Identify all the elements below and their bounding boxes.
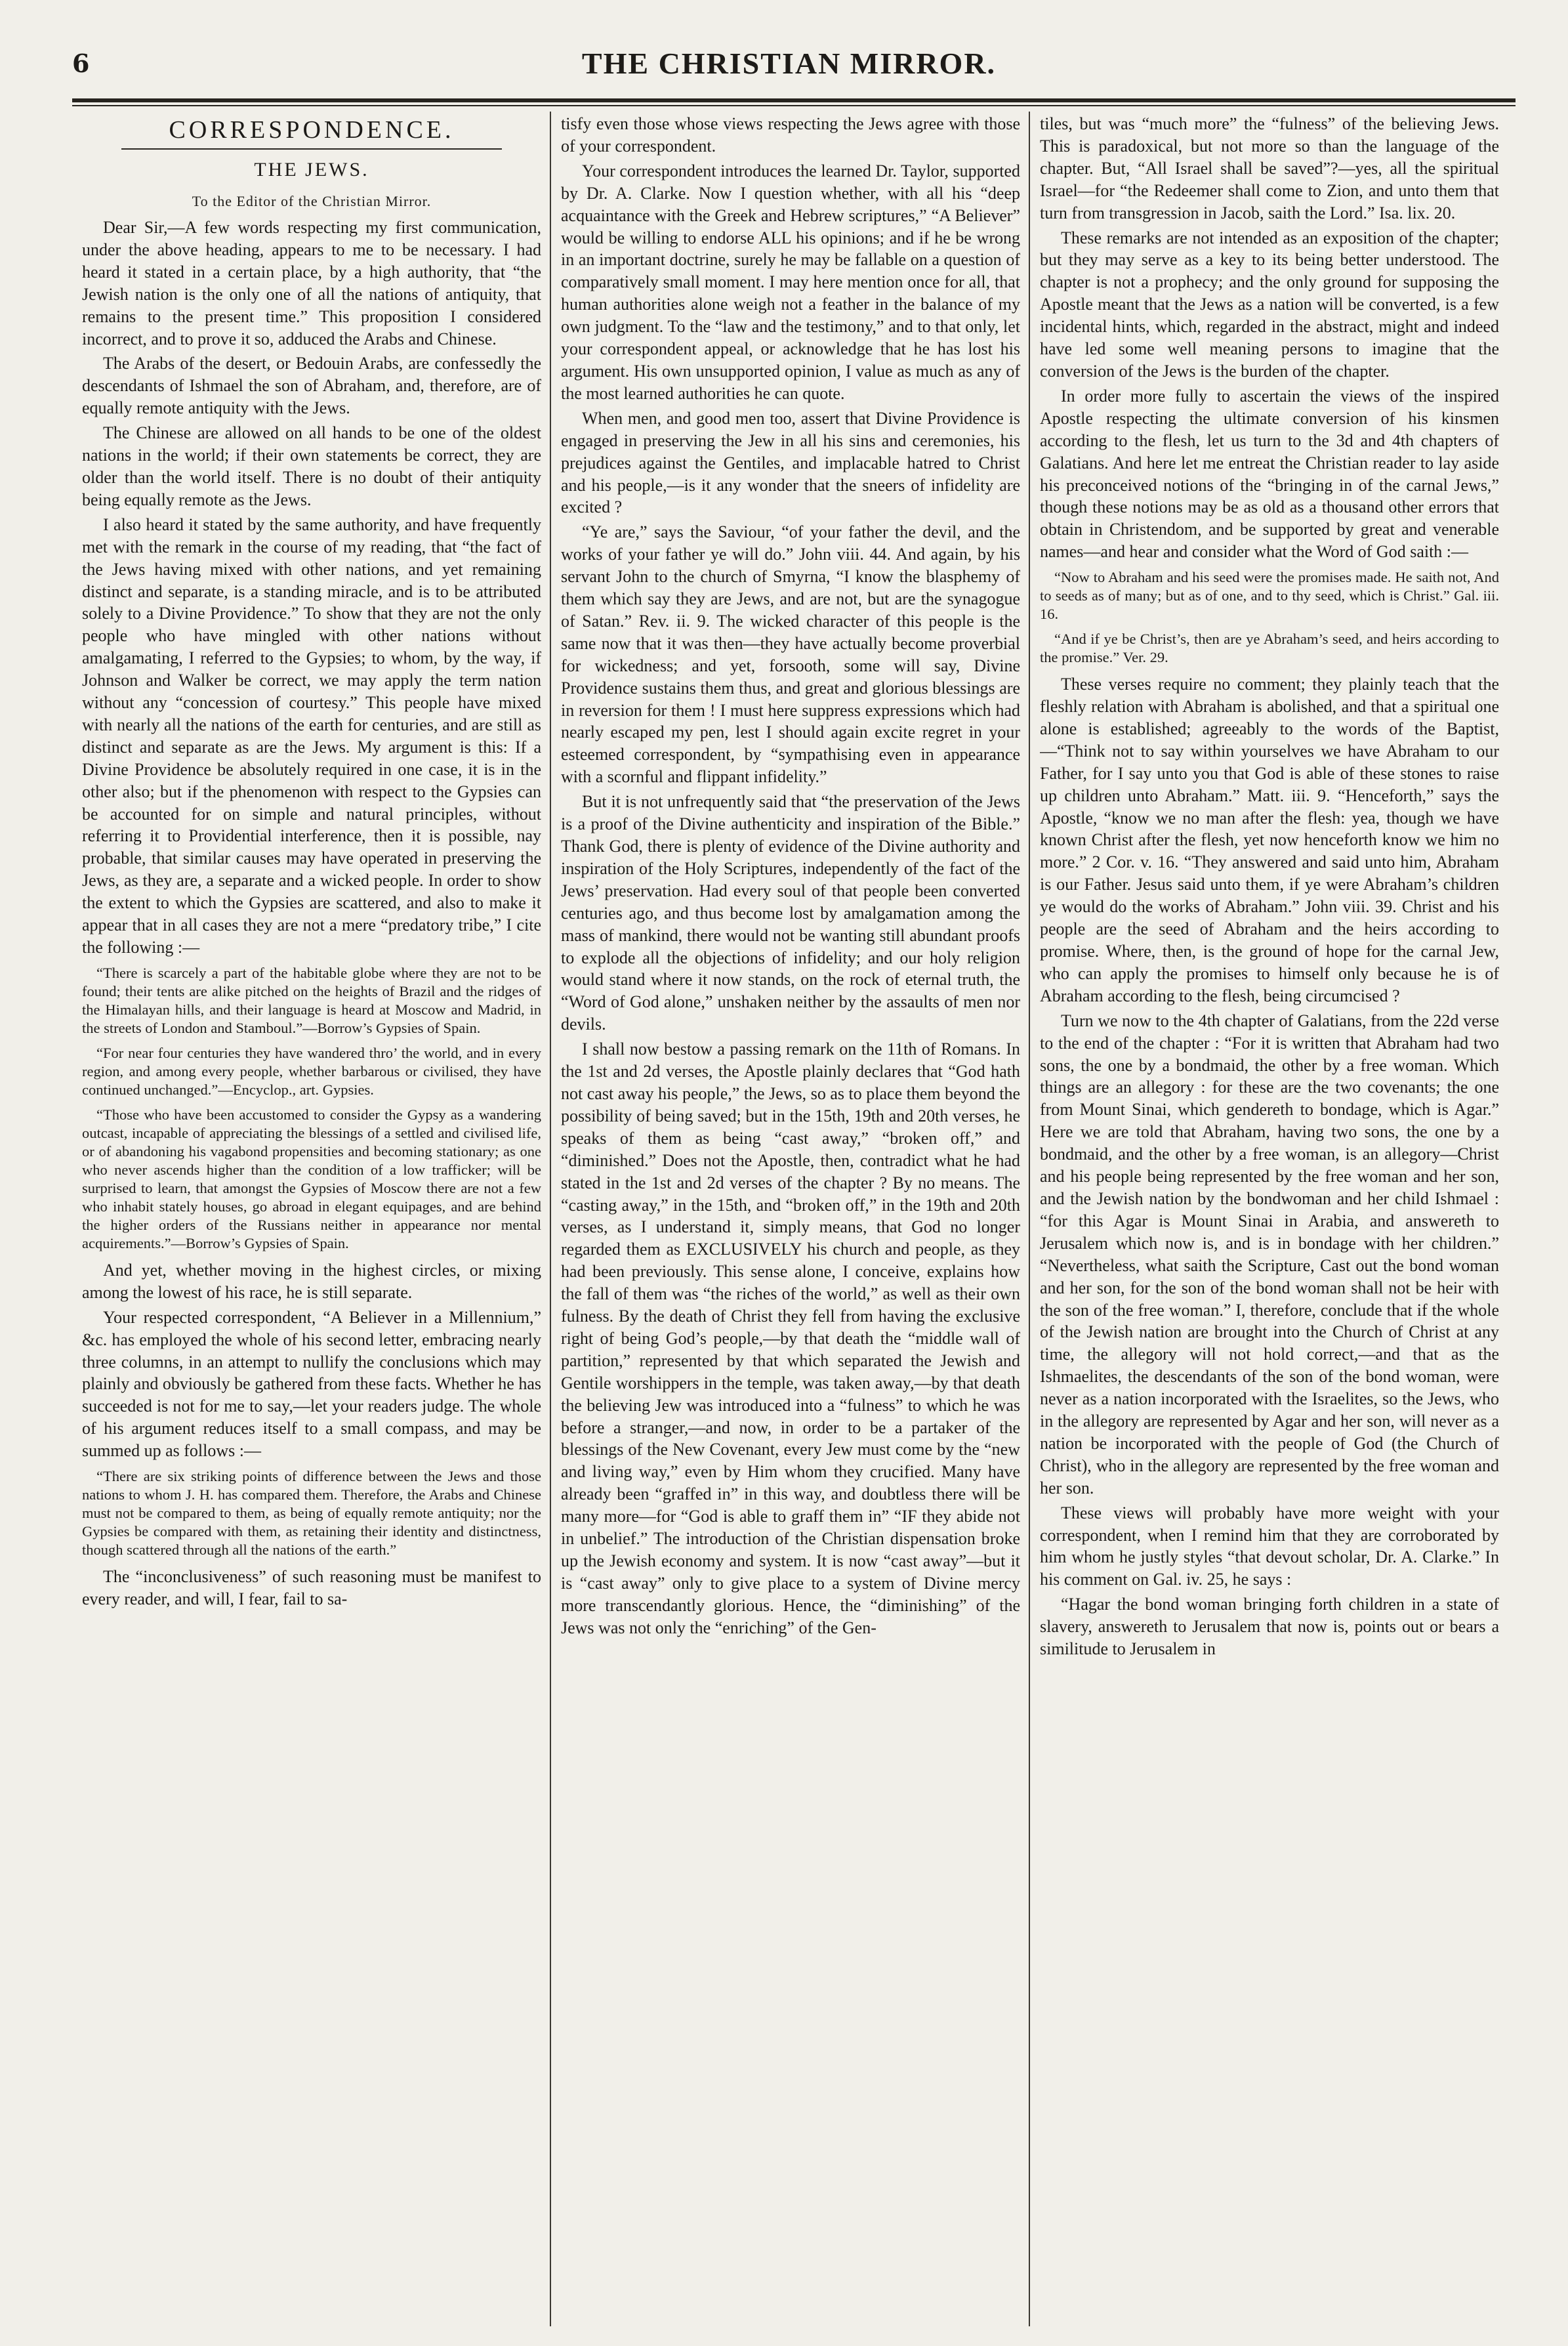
header-rule-thick [72,98,1516,102]
block-quote: “Those who have been accustomed to consider the Gypsy as a wandering outcast, incapable of appreciating the blessings of a settled and civilised life, or of abandoning his vagabond propensities and becoming stationary; as one who never ascends higher than the condition of a low trafficker; will be surprised to learn, that amongst the Gypsies of Moscow there are not a few who inhabit stately houses, go abroad in elegant equipages, and are behind the higher orders of the Russians neither in appearance nor mental acquirements.”—Borrow’s Gypsies of Spain. [82,1106,541,1251]
article-title: THE JEWS. [254,159,369,180]
paragraph: tisfy even those whose views respecting the Jews agree with those of your correspondent. [561,114,1020,156]
paragraph: In order more fully to ascertain the views of the inspired Apostle respecting the ultimate conversion of his kinsmen according to the flesh, let us turn to the 3d and 4th chapters of Galatians. And here let me entreat the Christian reader to lay aside his preconceived notions of the “bringing in of the carnal Jews,” though these notions may be as old as a thousand other errors that obtain in Christendom, and be supported by great and venerable names—and hear and consider what the Word of God saith :— [1040,386,1499,562]
paragraph: Dear Sir,—A few words respecting my first communication, under the above heading, appears to me to be necessary. I had heard it stated in a certain place, by a high authority, that “the Jewish nation is the only one of all the nations of antiquity, that remains to the present time.” This proposition I considered incorrect, and to prove it so, adduced the Arabs and Chinese. [82,218,541,348]
page-number: 6 [72,49,90,78]
paragraph: These verses require no comment; they plainly teach that the fleshly relation with Abraham is abolished, and that a spiritual one alone is established; agreeably to the words of the Baptist,—“Think not to say within yourselves we have Abraham to our Father, for I say unto you that God is able of these stones to raise up children unto Abraham.” Matt. iii. 9. “Henceforth,” says the Apostle, “know we no man after the flesh: yea, though we have known Christ after the flesh, yet now henceforth know we him no more.” 2 Cor. v. 16. “They answered and said unto him, Abraham is our Father. Jesus said unto them, if ye were Abraham’s children ye would do the works of Abraham.” John viii. 39. Christ and his people are the seed of Abraham and the heirs according to promise. Where, then, is the ground of hope for the carnal Jew, who can apply the promises to himself only because he is of Abraham according to the flesh, being circumcised ? [1040,675,1499,1005]
paragraph: These views will probably have more weight with your correspondent, when I remind him that they are corroborated by him whom he justly styles “that devout scholar, Dr. A. Clarke.” In his comment on Gal. iv. 25, he says : [1040,1503,1499,1589]
newspaper-title: THE CHRISTIAN MIRROR. [581,47,997,80]
paragraph: Your respected correspondent, “A Believer in a Millennium,” &c. has employed the whole of his second letter, embracing nearly three columns, in an attempt to nullify the conclusions which may plainly and obviously be gathered from these facts. Whether he has succeeded is not for me to say,—let your readers judge. The whole of his argument reduces itself to a small compass, and may be summed up as follows :— [82,1307,541,1461]
paragraph: The Arabs of the desert, or Bedouin Arabs, are confessedly the descendants of Ishmael the son of Abraham, and, therefore, are of equally remote antiquity with the Jews. [82,354,541,418]
paragraph: When men, and good men too, assert that Divine Providence is engaged in preserving the Jew in all his sins and ceremonies, his prejudices against the Gentiles, and implacable hatred to Christ and his people,—is it any wonder that the sneers of infidelity are excited ? [561,408,1020,517]
column-1 [82,113,541,2324]
column-divider-1 [550,112,551,2326]
column-3 [1040,113,1499,2324]
paragraph: “Hagar the bond woman bringing forth children in a state of slavery, answereth to Jerusalem that now is, points out or bears a similitude to Jerusalem in [1040,1595,1499,1659]
paragraph: But it is not unfrequently said that “the preservation of the Jews is a proof of the Divine authenticity and inspiration of the Bible.” Thank God, there is plenty of evidence of the Divine authority and inspiration of the Holy Scriptures, independently of the fact of the Jews’ preservation. Had every soul of that people been converted centuries ago, and thus become lost by amalgamation among the mass of mankind, there would not be wanting still abundant proofs to explode all the objections of infidelity; and our holy religion would stand where it now stands, on the rock of eternal truth, the “Word of God alone,” unshaken neither by the assaults of men nor devils. [561,792,1020,1034]
paragraph: “Ye are,” says the Saviour, “of your father the devil, and the works of your father ye will do.” John viii. 44. And again, by his servant John to the church of Smyrna, “I know the blasphemy of them which say they are Jews, and are not, but are the synagogue of Satan.” Rev. ii. 9. The wicked character of this people is the same now that it was then—they have actually become proverbial for wickedness; and yet, forsooth, some will say, Divine Providence sustains them thus, and great and glorious blessings are in reversion for them ! I must here suppress expressions which had nearly escaped my pen, lest I should again excite regret in your esteemed correspondent, by “sympathising even in appearance with a scornful and flippant infidelity.” [561,522,1020,787]
block-quote: “There are six striking points of difference between the Jews and those nations to whom J. H. has compared them. Therefore, the Arabs and Chinese must not be compared to them, as being of equally remote antiquity; nor the Gypsies be compared with them, as retaining their identity and distinctness, though scattered through all the nations of the earth.” [82,1468,541,1559]
paragraph: Your correspondent introduces the learned Dr. Taylor, supported by Dr. A. Clarke. Now I question whether, with all his “deep acquaintance with the Greek and Hebrew scriptures,” “A Believer” would be willing to endorse ALL his opinions; and if he be wrong in an important doctrine, surely he may be fallable on a question of comparatively small moment. I may here mention once for all, that human authorities alone weigh not a feather in the balance of my own judgment. To the “law and the testimony,” and to that only, let your correspondent appeal, or acknowledge that he has lost his argument. His own unsupported opinion, I value as much as any of the most learned authorities he can quote. [561,161,1020,403]
column-2-text [561,113,1020,1639]
paragraph: The Chinese are allowed on all hands to be one of the oldest nations in the world; if their own statements be correct, they are older than the world itself. There is no doubt of their antiquity being equally remote as the Jews. [82,423,541,509]
paragraph: I also heard it stated by the same authority, and have frequently met with the remark in the course of my reading, that “the fact of the Jews having mixed with other nations, and yet remaining distinct and separate, is a standing miracle, and is to be attributed solely to a Divine Providence.” To show that they are not the only people who have mingled with other nations without amalgamating, I referred to the Gypsies; to whom, by the way, if Johnson and Walker be correct, we may apply the term nation without any “concession of courtesy.” This people have mixed with nearly all the nations of the earth for centuries, and are still as distinct and separate as are the Jews. My argument is this: If a Divine Providence be absolutely required in one case, it is in the other also; but if the phenomenon with respect to the Gypsies can be accounted for on simple and natural principles, without referring it to Providential interference, then it is possible, nay probable, that similar causes may have operated in preserving the Jews, as they are, a separate and a wicked people. In order to show the extent to which the Gypsies are scattered, and also to make it appear that in all cases they are not a mere “predatory tribe,” I cite the following :— [82,514,541,957]
paragraph: These remarks are not intended as an exposition of the chapter; but they may serve as a key to its being better understood. The chapter is not a prophecy; and the only ground for supposing the Apostle meant that the Jews as a nation will be converted, is a few incidental hints, which, regarded in the abstract, might and indeed have led some well meaning persons to imagine that the conversion of the Jews is the burden of the chapter. [1040,228,1499,381]
block-quote: “There is scarcely a part of the habitable globe where they are not to be found; their tents are alike pitched on the heights of Brazil and the ridges of the Himalayan hills, and their language is heard at Moscow and Madrid, in the streets of London and Stamboul.”—Borrow’s Gypsies of Spain. [82,964,541,1036]
paragraph: Turn we now to the 4th chapter of Galatians, from the 22d verse to the end of the chapter : “For it is written that Abraham had two sons, the one by a bondmaid, the other by a free woman. Which things are an allegory : for these are the two covenants; the one from Mount Sinai, which gendereth to bondage, which is Agar.” Here we are told that Abraham, having two sons, the one by a bondmaid, and the other by a free woman, is an allegory—Christ and his people being represented by the free woman and her son, and the Jewish nation by the bondwoman and her child Ishmael : “for this Agar is Mount Sinai in Arabia, and answereth to Jerusalem which now is, and is in bondage with her children.” “Nevertheless, what saith the Scripture, Cast out the bond woman and her son, for the son of the bond woman shall not be heir with the son of the free woman.” I, therefore, conclude that if the whole of the Jewish nation are brought into the Church of Christ at any time, the allegory will not hold correct,—and that as the Ishmaelites, the descendants of the son of the bond woman, were never as a nation incorporated with the Israelites, so the Jews, who in the allegory are represented by Agar and her son, will never as a nation be incorporated with the people of God (the Church of Christ), who in the allegory are represented by the free woman and her son. [1040,1011,1499,1498]
section-heading-rule [121,148,502,150]
article-salutation: To the Editor of the Christian Mirror. [192,193,432,209]
header-rule-thin [72,105,1516,106]
block-quote: “For near four centuries they have wandered thro’ the world, and in every region, and among every people, whether barbarous or civilised, they have continued unchanged.”—Encyclop., art. Gypsies. [82,1044,541,1098]
column-divider-2 [1029,112,1030,2326]
column-2 [561,113,1020,2324]
column-1-text [82,217,541,1610]
section-heading: CORRESPONDENCE. [169,116,455,144]
block-quote: “Now to Abraham and his seed were the promises made. He saith not, And to seeds as of many; but as of one, and to thy seed, which is Christ.” Gal. iii. 16. [1040,569,1499,623]
column-3-text [1040,113,1499,1660]
paragraph: The “inconclusiveness” of such reasoning must be manifest to every reader, and will, I fear, fail to sa- [82,1567,541,1608]
paragraph: tiles, but was “much more” the “fulness” of the believing Jews. This is paradoxical, but not more so than the language of the chapter. But, “All Israel shall be saved”?—yes, all the spiritual Israel—for “the Redeemer shall come to Zion, and unto them that turn from transgression in Jacob, saith the Lord.” Isa. lix. 20. [1040,114,1499,222]
paragraph: And yet, whether moving in the highest circles, or mixing among the lowest of his race, he is still separate. [82,1260,541,1302]
running-head [72,45,1506,91]
block-quote: “And if ye be Christ’s, then are ye Abraham’s seed, and heirs according to the promise.” Ver. 29. [1040,631,1499,666]
paragraph: I shall now bestow a passing remark on the 11th of Romans. In the 1st and 2d verses, the Apostle plainly declares that “God hath not cast away his people,” the Jews, so as to place them beyond the possibility of being saved; but in the 15th, 19th and 20th verses, he speaks of them as being “cast away,” “broken off,” and “diminished.” Does not the Apostle, then, contradict what he had stated in the 1st and 2d verses of the chapter ? By no means. The “casting away,” in the 15th, and “broken off,” in the 19th and 20th verses, as I understand it, simply means, that God no longer regarded them as EXCLUSIVELY his church and people, as they had been previously. This sense alone, I conceive, explains how the fall of them was “the riches of the world,” as well as their own fulness. By the death of Christ they fell from having the exclusive right of being God’s people,—by that death the “middle wall of partition,” represented by that which separated the Jewish and Gentile worshippers in the temple, was taken away,—by that death the believing Jew was introduced into a “fulness” to which he was before a stranger,—and now, in order to be a partaker of the blessings of the New Covenant, every Jew must come by the “new and living way,” even by Him whom they crucified. Many have already been “graffed in” in this way, and doubtless there will be many more—for “God is able to graff them in” “IF they abide not in unbelief.” The introduction of the Christian dispensation broke up the Jewish economy and system. It is now “cast away”—but it is “cast away” only to give place to a system of Divine mercy more transcendantly glorious. Hence, the “diminishing” of the Jews was not only the “enriching” of the Gen- [561,1039,1020,1637]
